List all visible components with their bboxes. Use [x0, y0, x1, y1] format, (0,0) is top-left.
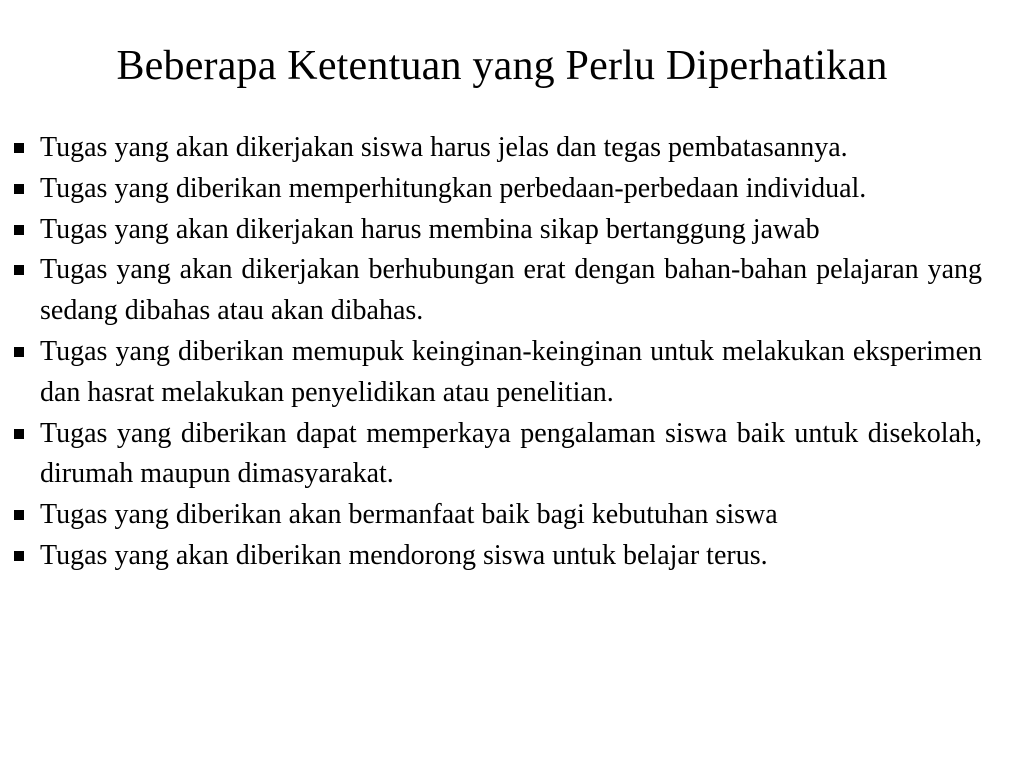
- bullet-list: [10, 128, 982, 577]
- square-bullet-icon: [14, 184, 24, 194]
- square-bullet-icon: [14, 143, 24, 153]
- square-bullet-icon: [14, 429, 24, 439]
- bullet-text: Tugas yang diberikan memperhitungkan perbedaan-perbedaan individual.: [40, 172, 867, 204]
- bullet-text: Tugas yang diberikan akan bermanfaat baik bagi kebutuhan siswa: [40, 499, 778, 531]
- square-bullet-icon: [14, 265, 24, 275]
- slide-title: Beberapa Ketentuan yang Perlu Diperhatikan: [116, 43, 888, 89]
- bullet-item: [10, 332, 982, 414]
- bullet-text: Tugas yang diberikan dapat memperkaya pengalaman siswa baik untuk disekolah, dirumah maupun dimasyarakat.: [40, 417, 982, 490]
- bullet-item: [10, 250, 982, 332]
- bullet-item: [10, 128, 982, 169]
- square-bullet-icon: [14, 347, 24, 357]
- bullet-item: [10, 536, 982, 577]
- bullet-text: Tugas yang akan dikerjakan berhubungan erat dengan bahan-bahan pelajaran yang sedang dibahas atau akan dibahas.: [40, 254, 982, 327]
- square-bullet-icon: [14, 225, 24, 235]
- bullet-text: Tugas yang diberikan memupuk keinginan-keinginan untuk melakukan eksperimen dan hasrat melakukan penyelidikan atau penelitian.: [40, 335, 982, 408]
- square-bullet-icon: [14, 551, 24, 561]
- bullet-text: Tugas yang akan dikerjakan harus membina sikap bertanggung jawab: [40, 213, 820, 245]
- bullet-text: Tugas yang akan diberikan mendorong siswa untuk belajar terus.: [40, 539, 768, 571]
- bullet-item: [10, 495, 982, 536]
- bullet-item: [10, 210, 982, 251]
- bullet-text: Tugas yang akan dikerjakan siswa harus jelas dan tegas pembatasannya.: [40, 132, 848, 163]
- bullet-item: [10, 414, 982, 496]
- square-bullet-icon: [14, 510, 24, 520]
- bullet-item: [10, 169, 982, 210]
